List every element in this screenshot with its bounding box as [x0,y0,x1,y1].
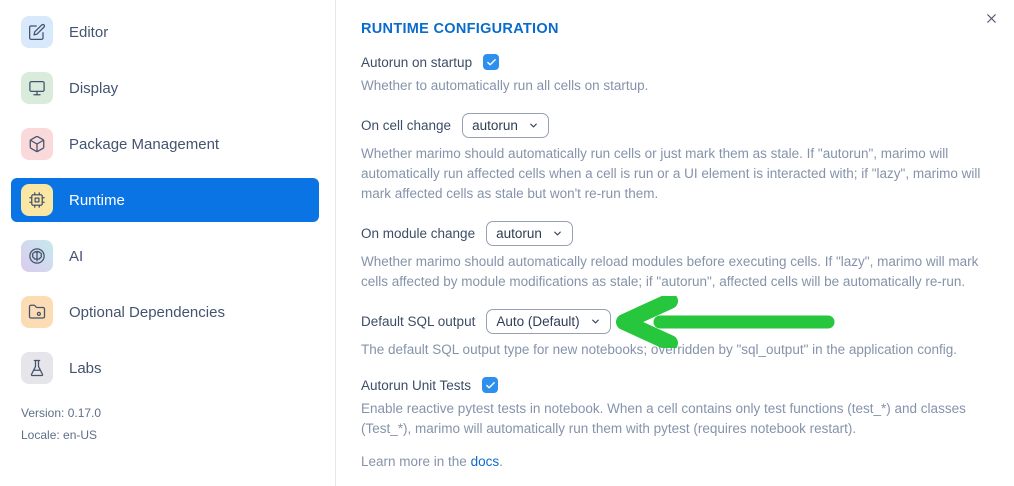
autorun-startup-group [361,54,990,96]
folder-dot-icon [21,296,53,328]
sidebar-item-optional-dependencies[interactable] [11,290,319,334]
default-sql-output-group [361,309,990,360]
flask-icon [21,352,53,384]
sidebar-item-label: Editor [69,23,109,41]
chevron-down-icon [552,228,563,239]
cpu-icon [21,184,53,216]
on-module-change-group [361,221,990,292]
sidebar-item-label: Labs [69,359,102,377]
docs-link[interactable]: docs [470,454,500,469]
learn-more-text [361,454,990,469]
chevron-down-icon [590,316,601,327]
sidebar-item-label: Package Management [69,135,220,153]
version-text: Version: 0.17.0 [21,406,102,420]
autorun-startup-description: Whether to automatically run all cells on startup. [361,78,649,93]
sidebar-item-runtime[interactable] [11,178,319,222]
default-sql-output-select[interactable] [486,309,610,334]
learn-more-prefix: Learn more in the [361,454,471,469]
select-value: autorun [496,226,542,241]
sidebar-item-label: AI [69,247,84,265]
green-arrow-annotation-icon [608,296,836,348]
runtime-configuration-panel [336,0,1014,486]
check-icon [486,57,497,68]
sidebar-item-label: Display [69,79,119,97]
close-button[interactable] [981,8,1001,28]
autorun-startup-label: Autorun on startup [361,54,473,70]
sidebar-item-label: Optional Dependencies [69,303,225,321]
learn-more-suffix: . [499,454,503,469]
default-sql-output-label: Default SQL output [361,314,476,329]
sidebar-item-ai[interactable] [11,234,319,278]
monitor-icon [21,72,53,104]
autorun-startup-checkbox[interactable] [483,54,499,70]
chevron-down-icon [528,120,539,131]
sidebar-item-editor[interactable] [11,10,319,54]
on-module-change-select[interactable] [486,221,573,246]
on-module-change-label: On module change [361,226,476,241]
select-value: Auto (Default) [496,314,580,329]
check-icon [485,380,496,391]
sidebar-meta [21,402,335,446]
autorun-unit-tests-label: Autorun Unit Tests [361,377,472,393]
autorun-unit-tests-checkbox[interactable] [482,377,498,393]
autorun-unit-tests-description: Enable reactive pytest tests in notebook. When a cell contains only test functions (test_*) and classes (Test_*), marimo will automatically run them with pytest (requires notebook restart). [361,401,966,436]
brain-icon [21,240,53,272]
on-cell-change-description: Whether marimo should automatically run cells or just mark them as stale. If "autorun", marimo will automatically run affected cells when a cell is run or a UI element is interacted with; if "lazy", marimo will mark affected cells as stale but won't re-run them. [361,146,981,201]
locale-text: Locale: en-US [21,428,98,442]
edit-icon [21,16,53,48]
sidebar-item-label: Runtime [69,191,125,209]
on-cell-change-label: On cell change [361,118,452,133]
sidebar-item-package-management[interactable] [11,122,319,166]
sidebar-item-labs[interactable] [11,346,319,390]
default-sql-output-description: The default SQL output type for new notebooks; overridden by "sql_output" in the application config. [361,342,957,357]
on-cell-change-select[interactable] [462,113,549,138]
select-value: autorun [472,118,518,133]
settings-sidebar [0,0,336,486]
on-cell-change-group [361,113,990,204]
on-module-change-description: Whether marimo should automatically reload modules before executing cells. If "lazy", marimo will mark cells affected by module modifications as stale; if "autorun", affected cells will be automatically re-run. [361,254,979,289]
page-title: RUNTIME CONFIGURATION [361,21,559,37]
sidebar-item-display[interactable] [11,66,319,110]
close-icon [984,11,999,26]
package-icon [21,128,53,160]
autorun-unit-tests-group [361,377,990,439]
